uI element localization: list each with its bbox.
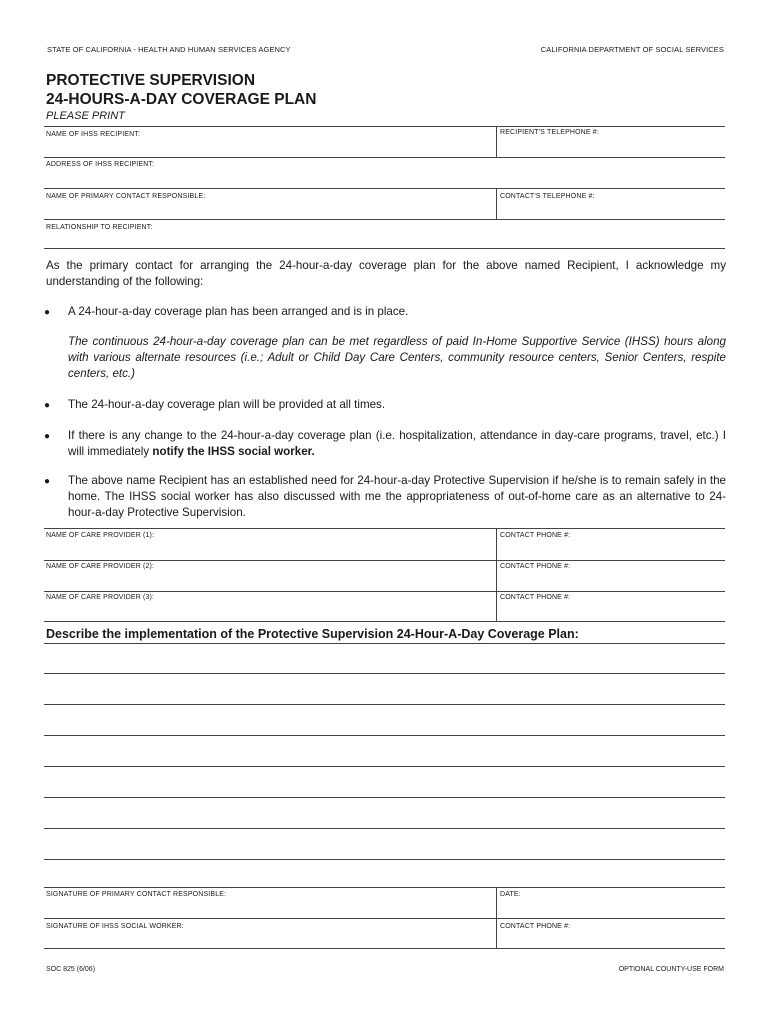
care-provider-2-field[interactable]: NAME OF CARE PROVIDER (2): [46, 563, 155, 570]
recipient-name-field[interactable]: NAME OF IHSS RECIPIENT: [46, 131, 141, 138]
social-worker-signature-field[interactable]: SIGNATURE OF IHSS SOCIAL WORKER: [46, 923, 184, 930]
implementation-heading: Describe the implementation of the Protective Supervision 24-Hour-A-Day Coverage Plan: [46, 627, 579, 641]
care-provider-3-phone-field[interactable]: CONTACT PHONE #: [500, 594, 571, 601]
field-divider-vertical [496, 126, 497, 157]
form-title-line1: PROTECTIVE SUPERVISION [46, 72, 256, 89]
recipient-phone-field[interactable]: RECIPIENT'S TELEPHONE #: [500, 129, 599, 136]
writing-line[interactable] [44, 704, 725, 705]
please-print-note: PLEASE PRINT [46, 110, 125, 122]
field-divider [44, 248, 725, 249]
field-divider-vertical [496, 528, 497, 621]
writing-line[interactable] [44, 643, 725, 644]
acknowledgement-item-4: The above name Recipient has an established need for 24-hour-a-day Protective Supervision if he/she is to remain safely in the home. The IHSS social worker has also discussed with me the appropriateness of out-of-home care as an alternative to 24-hour-a-day Protective Supervision. [68, 474, 726, 519]
care-provider-1-phone-field[interactable]: CONTACT PHONE #: [500, 532, 571, 539]
primary-contact-field[interactable]: NAME OF PRIMARY CONTACT RESPONSIBLE: [46, 193, 206, 200]
field-divider [44, 188, 725, 189]
acknowledgement-item-3 [68, 428, 726, 460]
bullet-icon: ● [44, 400, 51, 411]
care-provider-1-field[interactable]: NAME OF CARE PROVIDER (1): [46, 532, 155, 539]
contact-phone-field[interactable]: CONTACT'S TELEPHONE #: [500, 193, 595, 200]
department-header: CALIFORNIA DEPARTMENT OF SOCIAL SERVICES [540, 45, 724, 54]
notify-social-worker-emphasis: notify the IHSS social worker. [152, 445, 315, 458]
field-divider [44, 560, 725, 561]
field-divider [44, 887, 725, 888]
bullet-icon: ● [44, 431, 51, 442]
form-usage-note: OPTIONAL COUNTY-USE FORM [618, 966, 724, 973]
writing-line[interactable] [44, 797, 725, 798]
acknowledgement-intro: As the primary contact for arranging the 24-hour-a-day coverage plan for the above named Recipient, I acknowledge my understanding of the following: [46, 259, 726, 288]
field-divider [44, 219, 725, 220]
field-divider-vertical [496, 188, 497, 219]
recipient-address-field[interactable]: ADDRESS OF IHSS RECIPIENT: [46, 161, 155, 168]
date-field[interactable]: DATE: [500, 891, 521, 898]
field-divider [44, 918, 725, 919]
field-divider [44, 948, 725, 949]
form-id: SOC 825 (6/06) [46, 966, 96, 973]
social-worker-phone-field[interactable]: CONTACT PHONE #: [500, 923, 571, 930]
field-divider [44, 157, 725, 158]
bullet-icon: ● [44, 476, 51, 487]
form-title-line2: 24-HOURS-A-DAY COVERAGE PLAN [46, 91, 317, 108]
field-divider [44, 621, 725, 622]
care-provider-3-field[interactable]: NAME OF CARE PROVIDER (3): [46, 594, 155, 601]
writing-line[interactable] [44, 673, 725, 674]
field-divider [44, 591, 725, 592]
writing-line[interactable] [44, 828, 725, 829]
care-provider-2-phone-field[interactable]: CONTACT PHONE #: [500, 563, 571, 570]
acknowledgement-item-1: A 24-hour-a-day coverage plan has been arranged and is in place. [68, 305, 409, 318]
writing-line[interactable] [44, 859, 725, 860]
relationship-field[interactable]: RELATIONSHIP TO RECIPIENT: [46, 224, 153, 231]
field-divider [44, 126, 725, 127]
form-title [46, 71, 316, 109]
agency-header: STATE OF CALIFORNIA - HEALTH AND HUMAN SERVICES AGENCY [47, 45, 291, 54]
writing-line[interactable] [44, 766, 725, 767]
primary-contact-signature-field[interactable]: SIGNATURE OF PRIMARY CONTACT RESPONSIBLE: [46, 891, 227, 898]
acknowledgement-item-3-text: If there is any change to the 24-hour-a-day coverage plan (i.e. hospitalization, attendance in day-care programs, travel, etc.) I will immediately [68, 429, 726, 458]
bullet-icon: ● [44, 307, 51, 318]
acknowledgement-item-2: The 24-hour-a-day coverage plan will be provided at all times. [68, 398, 386, 411]
writing-line[interactable] [44, 735, 725, 736]
field-divider [44, 528, 725, 529]
acknowledgement-item-1-note: The continuous 24-hour-a-day coverage plan can be met regardless of paid In-Home Supportive Service (IHSS) hours along with various alternate resources (i.e.; Adult or Child Day Care Centers, community resource centers, Senior Centers, respite centers, etc.) [68, 335, 726, 380]
